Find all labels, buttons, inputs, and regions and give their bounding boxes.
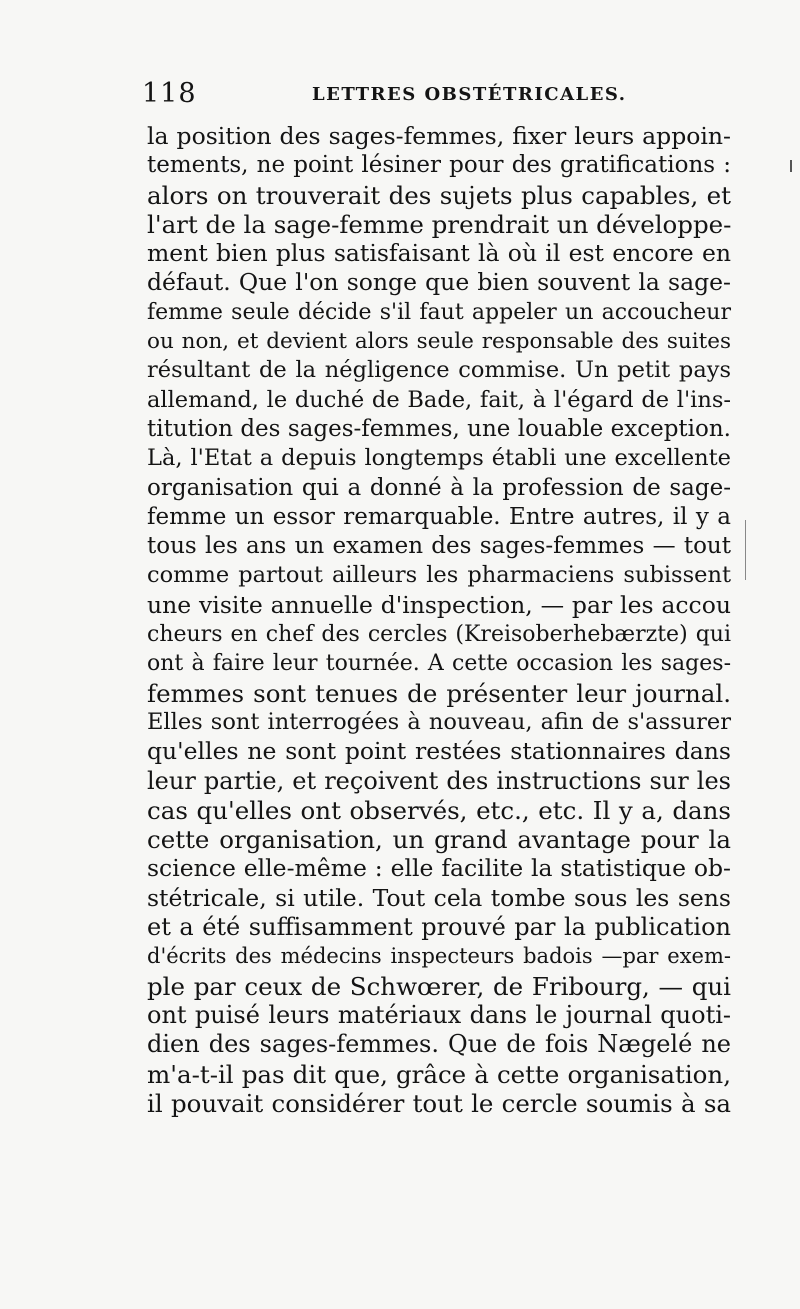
text-line: cas qu'elles ont observés, etc., etc. Il y a, dans [147,795,731,825]
text-line: résultant de la négligence commise. Un petit pays [147,357,731,384]
text-line: la position des sages-femmes, fixer leurs appoin- [147,122,731,150]
text-line: dien des sages-femmes. Que de fois Nægelé ne [147,1030,731,1059]
text-line: ont à faire leur tournée. A cette occasion les sages- [147,651,731,677]
text-line: titution des sages-femmes, une louable exception. [147,415,731,442]
text-line: alors on trouverait des sujets plus capables, et [147,180,731,210]
text-line: défaut. Que l'on songe que bien souvent la sage- [147,268,731,297]
text-line: tous les ans un examen des sages-femmes — tout [147,533,731,560]
body-text [147,122,731,1118]
text-line: leur partie, et reçoivent des instructions sur les [147,766,731,795]
text-line: ont puisé leurs matériaux dans le journal quoti- [147,1000,731,1029]
running-head [142,78,732,112]
text-line: Elles sont interrogées à nouveau, afin de s'assurer [147,708,731,735]
text-line: Là, l'Etat a depuis longtemps établi une excellente [147,445,731,472]
text-line: m'a-t-il pas dit que, grâce à cette organisation, [147,1059,731,1089]
text-line: femme un essor remarquable. Entre autres, il y a [147,503,731,530]
text-line: tements, ne point lésiner pour des gratifications : [147,152,731,179]
running-title: LETTRES OBSTÉTRICALES. [312,84,627,105]
text-line: cheurs en chef des cercles (Kreisoberhebærzte) qui [147,622,731,648]
text-line: femmes sont tenues de présenter leur journal. [147,678,731,708]
text-line: et a été suffisamment prouvé par la publication [147,913,731,942]
text-line: comme partout ailleurs les pharmaciens subissent [147,562,731,589]
text-line: l'art de la sage-femme prendrait un développe- [147,209,732,239]
text-line: qu'elles ne sont point restées stationnaires dans [147,737,731,766]
text-line: science elle-même : elle facilite la statistique ob- [147,854,731,883]
page-edge-mark [790,160,792,172]
text-line: femme seule décide s'il faut appeler un accoucheur [147,299,731,325]
text-line: organisation qui a donné à la profession de sage- [147,474,731,501]
page-number: 118 [142,78,197,109]
text-line: d'écrits des médecins inspecteurs badois —par exem- [147,944,731,969]
text-line: une visite annuelle d'inspection, — par les accou [147,590,731,619]
text-line: stétricale, si utile. Tout cela tombe sous les sens [147,883,731,912]
text-line: allemand, le duché de Bade, fait, à l'égard de l'ins- [147,386,731,413]
text-line: il pouvait considérer tout le cercle soumis à sa [147,1088,731,1118]
page-edge-mark [745,520,746,580]
text-line: ou non, et devient alors seule responsable des suites [147,329,731,355]
text-line: ment bien plus satisfaisant là où il est encore en [147,239,731,268]
text-line: ple par ceux de Schwœrer, de Fribourg, — qui [147,971,731,1001]
text-line: cette organisation, un grand avantage pour la [147,825,731,855]
